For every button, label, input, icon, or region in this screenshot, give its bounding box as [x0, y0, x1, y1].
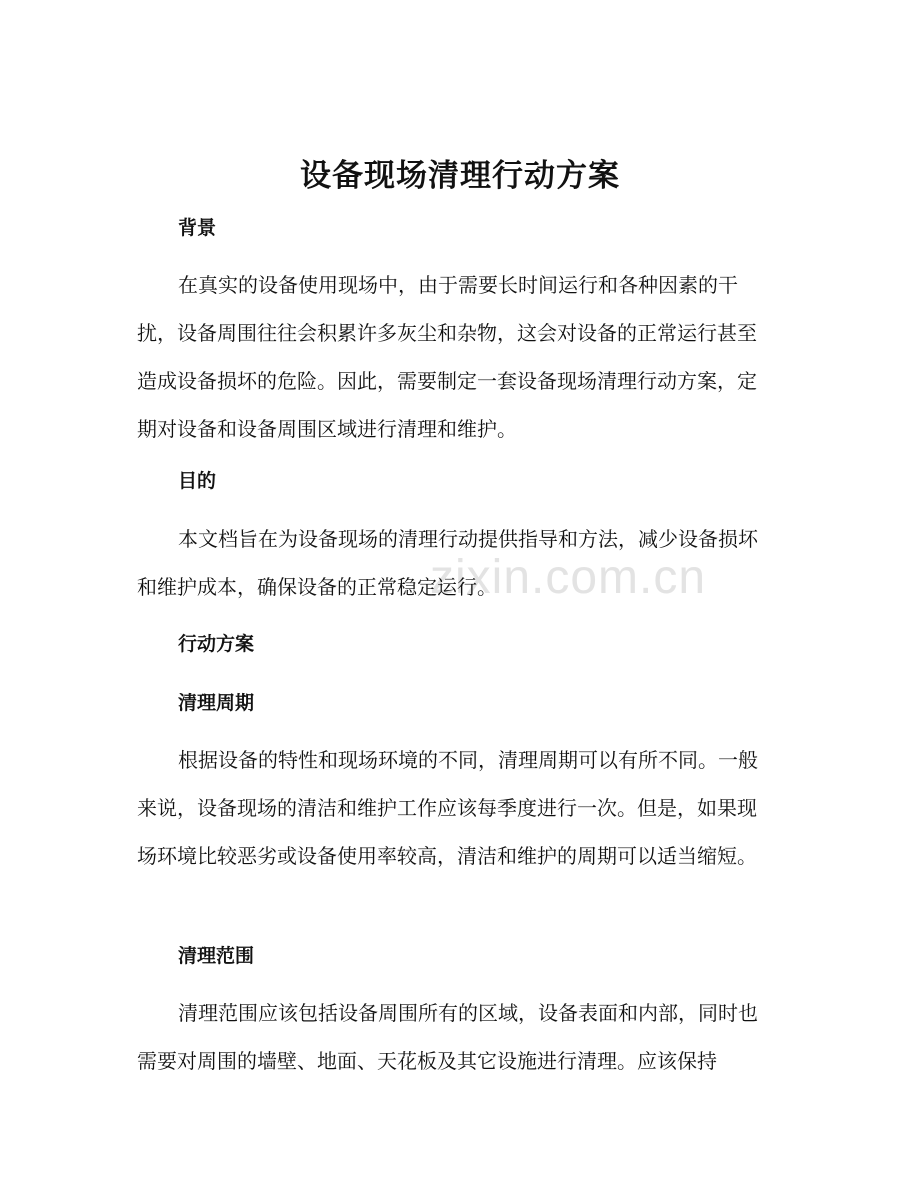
section-heading-purpose: 目的	[178, 470, 217, 492]
watermark: zixin.com.cn	[430, 551, 707, 604]
page-title: 设备现场清理行动方案	[300, 158, 620, 194]
section-heading-cleaning-scope: 清理范围	[178, 945, 255, 967]
section-heading-action-plan: 行动方案	[178, 633, 255, 655]
section-paragraph-cleaning-scope: 清理范围应该包括设备周围所有的区域，设备表面和内部，同时也需要对周围的墙壁、地面、天花板及其它设施进行清理。应该保持	[137, 1001, 758, 1073]
section-paragraph-purpose: 本文档旨在为设备现场的清理行动提供指导和方法，减少设备损坏和维护成本，确保设备的正常稳定运行。	[137, 527, 758, 599]
section-paragraph-background: 在真实的设备使用现场中，由于需要长时间运行和各种因素的干扰，设备周围往往会积累许多灰尘和杂物，这会对设备的正常运行甚至造成设备损坏的危险。因此，需要制定一套设备现场清理行动方案，定期对设备和设备周围区域进行清理和维护。	[137, 273, 757, 441]
section-heading-background: 背景	[178, 217, 217, 239]
section-heading-cleaning-cycle: 清理周期	[178, 692, 255, 714]
section-paragraph-cleaning-cycle: 根据设备的特性和现场环境的不同，清理周期可以有所不同。一般来说，设备现场的清洁和维护工作应该每季度进行一次。但是，如果现场环境比较恶劣或设备使用率较高，清洁和维护的周期可以适当缩短。	[137, 748, 758, 868]
